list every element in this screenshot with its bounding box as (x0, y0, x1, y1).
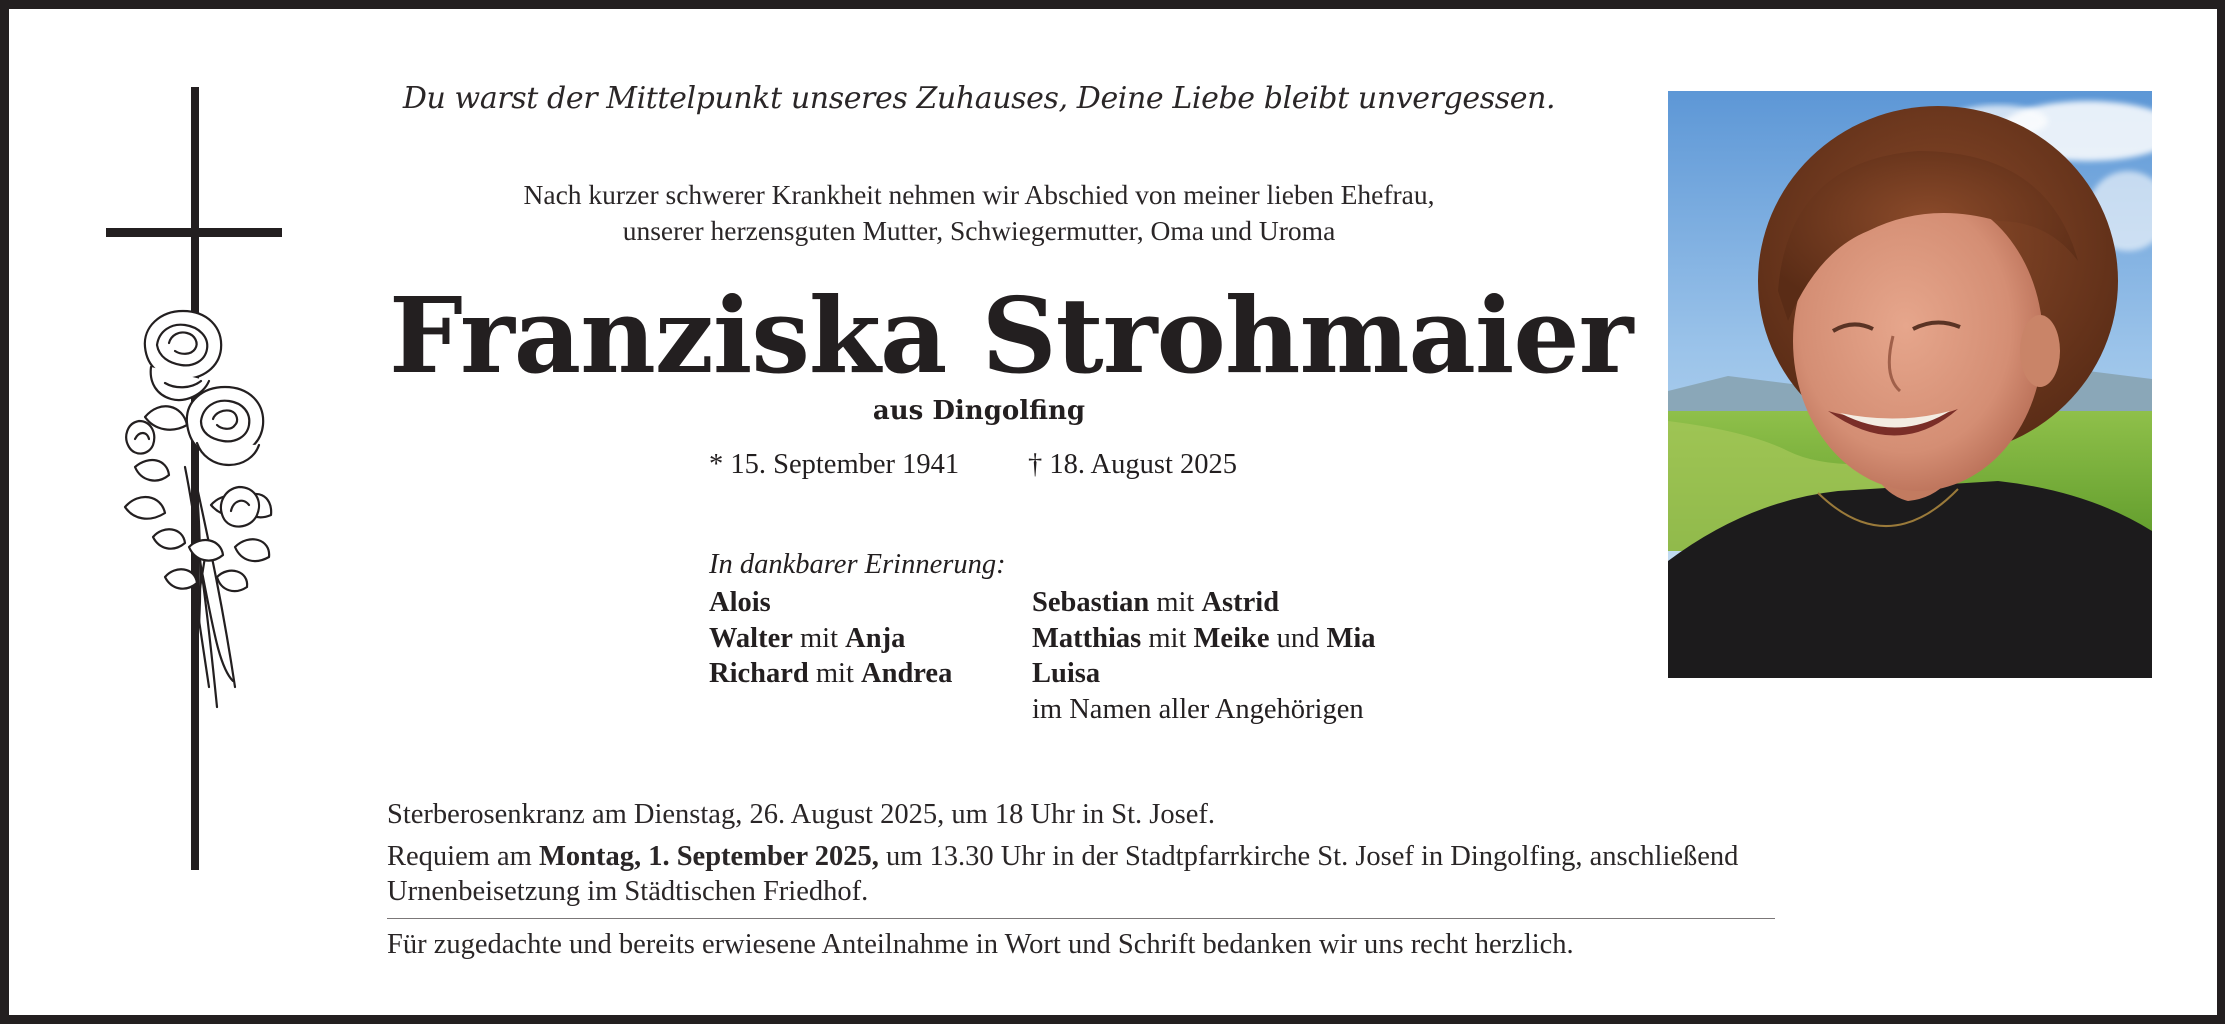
mourners-right-column (1032, 585, 1376, 727)
mourner-partner: Astrid (1201, 587, 1280, 618)
intro-line-2: unserer herzensguten Mutter, Schwiegermutter, Oma und Uroma (622, 215, 1336, 246)
death-date: † 18. August 2025 (1028, 449, 1238, 480)
mourner-name: Alois (709, 587, 771, 618)
mourner-partner: Andrea (861, 658, 953, 689)
mourner-partner: Meike (1193, 622, 1270, 654)
connector-word: und (1276, 622, 1320, 654)
connector-word: mit (1148, 622, 1187, 654)
mourner-name: Matthias (1032, 622, 1142, 654)
requiem-details: um 13.30 Uhr in der Stadtpfarrkirche St. Josef in Dingolfing, anschließend Urnenbeisetzung im Städtischen Friedhof. (387, 841, 1739, 907)
intro-line-1: Nach kurzer schwerer Krankheit nehmen wir Abschied von meiner lieben Ehefrau, (523, 179, 1435, 210)
mourner-child: Mia (1326, 622, 1376, 654)
mourner-name: Luisa (1032, 658, 1101, 689)
motto: Du warst der Mittelpunkt unseres Zuhauses, Deine Liebe bleibt unvergessen. (402, 81, 1556, 116)
mourners-left-column (709, 585, 952, 692)
mourner-name: Walter (709, 622, 793, 654)
mourner-row (1032, 656, 1376, 692)
requiem-prefix: Requiem am (387, 841, 539, 872)
mourner-row (709, 656, 952, 692)
intro-text (389, 177, 1569, 249)
connector-word: mit (815, 658, 854, 689)
deceased-origin: aus Dingolfing (872, 396, 1086, 426)
rosary-info: Sterberosenkranz am Dienstag, 26. August 2025, um 18 Uhr in St. Josef. (387, 799, 1215, 830)
mourner-name: Sebastian (1032, 587, 1150, 618)
mourners-heading: In dankbarer Erinnerung: (709, 549, 1006, 580)
deceased-name: Franziska Strohmaier (389, 274, 1633, 397)
thanks-text: Für zugedachte und bereits erwiesene Anteilnahme in Wort und Schrift bedanken wir uns recht herzlich. (387, 929, 1574, 960)
service-details (387, 797, 1775, 909)
mourner-row (709, 585, 952, 621)
mourners-closing: im Namen aller Angehörigen (1032, 693, 1364, 725)
divider (387, 918, 1775, 919)
mourner-row (1032, 585, 1376, 621)
connector-word: mit (1156, 587, 1195, 618)
requiem-date: Montag, 1. September 2025, (538, 841, 879, 872)
requiem-info (387, 839, 1775, 909)
birth-date: * 15. September 1941 (709, 449, 960, 480)
mourner-row (709, 621, 952, 657)
mourner-row (1032, 621, 1376, 657)
mourner-name: Richard (709, 658, 809, 689)
connector-word: mit (800, 622, 839, 654)
cross-with-roses-icon (105, 87, 283, 871)
mourner-partner: Anja (845, 622, 906, 654)
portrait-photo (1668, 91, 2152, 678)
